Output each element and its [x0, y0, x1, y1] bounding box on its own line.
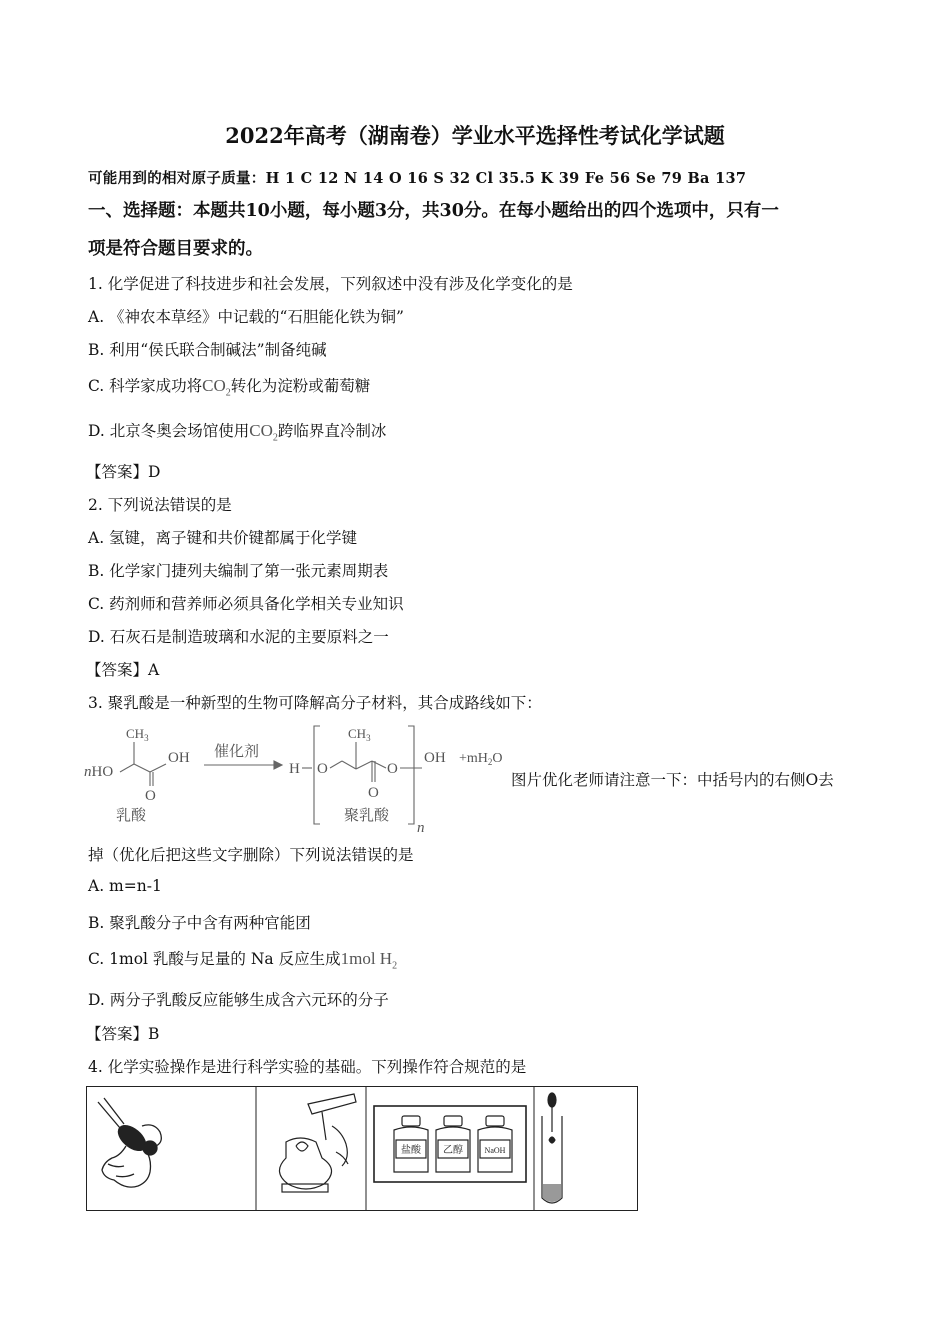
q1-option-c-post: 转化为淀粉或葡萄糖: [230, 377, 371, 395]
bottle-label-naoh: NaOH: [484, 1146, 506, 1155]
oh-group: OH: [168, 750, 190, 766]
q1-stem: 1. 化学促进了科技进步和社会发展，下列叙述中没有涉及化学变化的是: [88, 275, 573, 293]
lactic-acid-polymerization-scheme: [84, 720, 514, 832]
q2-option-d: D. 石灰石是制造玻璃和水泥的主要原料之一: [88, 628, 389, 646]
lactic-acid-label: 乳酸: [116, 808, 147, 824]
q1-option-d: [88, 419, 386, 443]
editor-note: 图片优化老师请注意一下：中括号内的右侧O去: [511, 771, 834, 789]
h-end: H: [289, 761, 300, 777]
dropper-hand-icon: [98, 1098, 161, 1187]
q1-option-d-post: 跨临界直冷制冰: [277, 422, 387, 440]
section-heading-line2: 项是符合题目要求的。: [88, 239, 263, 259]
q3-option-c-pre: C. 1mol 乳酸与足量的 Na 反应生成: [88, 950, 341, 968]
bottle-label-ethanol: 乙醇: [443, 1145, 463, 1156]
co2-text: CO: [202, 376, 226, 395]
q1-option-d-pre: D. 北京冬奥会场馆使用: [88, 422, 250, 440]
q3-option-c: [88, 947, 397, 971]
n-coefficient: n: [84, 764, 92, 780]
q1-option-a: A. 《神农本草经》中记载的“石胆能化铁为铜”: [88, 308, 404, 326]
ho-group: HO: [91, 764, 114, 780]
q2-option-c: C. 药剂师和营养师必须具备化学相关专业知识: [88, 595, 404, 613]
reagent-bottles-icon: [374, 1106, 526, 1182]
q2-option-a: A. 氢键，离子键和共价键都属于化学键: [88, 529, 358, 547]
q1-option-c: [88, 374, 370, 398]
carbonyl-o: O: [145, 788, 156, 804]
q3-answer: 【答案】B: [86, 1025, 160, 1043]
water-term: +mH: [459, 751, 488, 766]
pla-label: 聚乳酸: [344, 808, 390, 824]
dropper-test-tube-icon: [542, 1093, 562, 1203]
q1-answer: 【答案】D: [86, 463, 161, 481]
section-heading-line1: 一、选择题：本题共10小题，每小题3分，共30分。在每小题给出的四个选项中，只有一: [88, 201, 779, 221]
q2-stem: 2. 下列说法错误的是: [88, 496, 232, 514]
water-o: O: [492, 751, 503, 766]
q3-option-d: D. 两分子乳酸反应能够生成含六元环的分子: [88, 991, 389, 1009]
svg-text:CH3: [348, 726, 371, 743]
n-subscript: n: [417, 820, 425, 832]
ch3-sub: 3: [144, 733, 149, 743]
oh-end: OH: [424, 750, 446, 766]
co2-text: CO: [249, 421, 273, 440]
heating-apparatus-icon: [279, 1094, 356, 1192]
bracket-o: O: [387, 761, 398, 777]
editor-note-cont: 掉（优化后把这些文字删除）下列说法错误的是: [88, 846, 414, 864]
catalyst-label: 催化剂: [214, 744, 260, 760]
co2-formula: [249, 421, 278, 444]
ch3-label: CH: [126, 726, 145, 741]
q2-answer: 【答案】A: [86, 661, 160, 679]
ch3-label: CH: [348, 726, 367, 741]
ch3-sub: 3: [366, 733, 371, 743]
bottle-label-hcl: 盐酸: [401, 1145, 421, 1156]
q1-option-b: B. 利用“侯氏联合制碱法”制备纯碱: [88, 341, 327, 359]
q3-option-b: B. 聚乳酸分子中含有两种官能团: [88, 914, 311, 932]
page-title: 2022年高考（湖南卷）学业水平选择性考试化学试题: [225, 123, 725, 148]
q3-stem: 3. 聚乳酸是一种新型的生物可降解高分子材料，其合成路线如下：: [88, 694, 542, 712]
ester-o: O: [317, 761, 328, 777]
svg-text:nHO: [84, 764, 113, 780]
co2-sub: 2: [272, 432, 278, 444]
q1-option-c-pre: C. 科学家成功将: [88, 377, 203, 395]
co2-sub: 2: [225, 387, 231, 399]
q3-option-a: A. m=n-1: [88, 877, 162, 895]
h2-formula: [340, 949, 398, 972]
atomic-masses: 可能用到的相对原子质量：H 1 C 12 N 14 O 16 S 32 Cl 35.5 K 39 Fe 56 Se 79 Ba 137: [88, 170, 747, 187]
q4-stem: 4. 化学实验操作是进行科学实验的基础。下列操作符合规范的是: [88, 1058, 527, 1076]
svg-text:CH3: [126, 726, 149, 743]
q4-figure: [86, 1086, 640, 1212]
carbonyl-o: O: [368, 785, 379, 801]
water-sub: 2: [487, 757, 493, 767]
svg-text:+mH2O: [459, 751, 503, 767]
h2-sub: 2: [392, 960, 398, 972]
q2-option-b: B. 化学家门捷列夫编制了第一张元素周期表: [88, 562, 389, 580]
co2-formula: [202, 376, 231, 399]
h2-text: 1mol H: [340, 949, 393, 968]
